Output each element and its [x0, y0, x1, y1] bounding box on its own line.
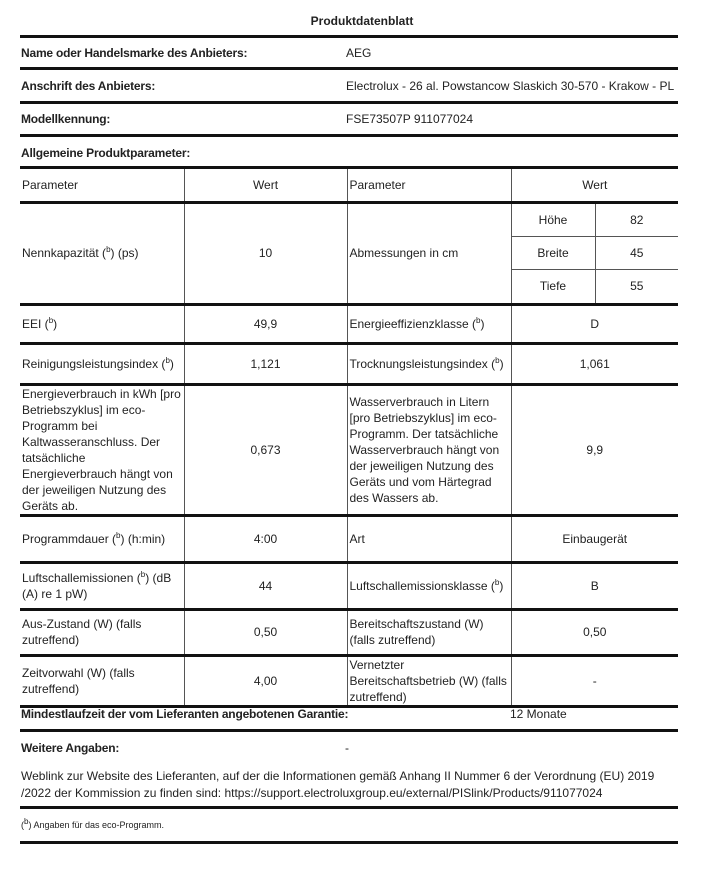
param-cell: Luftschallemissionen ($^b$) (dB (A) re 1 pW)	[20, 562, 184, 609]
value-cell: B	[511, 562, 678, 609]
param-suffix: (dB (A) re 1 pW)	[22, 570, 172, 601]
footnote-marker: b	[24, 817, 29, 826]
param-cell: Energieeffizienzklasse ($^b$)	[347, 304, 511, 343]
divider	[20, 806, 678, 809]
table-row	[20, 343, 678, 384]
dim-label: Tiefe	[512, 270, 596, 303]
value-cell: D	[511, 304, 678, 343]
divider	[20, 134, 678, 137]
param-text: Energieeffizienzklasse	[349, 316, 469, 331]
header-value: Wert	[511, 169, 678, 202]
param-cell: Wasserverbrauch in Litern [pro Betriebszyklus] im eco-Programm. Der tatsächliche Wasserverbrauch hängt von der jeweiligen Nutzung des Geräts und vom Härtegrad des Wassers ab.	[347, 384, 511, 515]
param-cell: Programmdauer ($^b$) (h:min)	[20, 515, 184, 562]
footnote-text: Angaben für das eco-Programm.	[31, 820, 165, 830]
footnote-marker: b	[165, 355, 170, 365]
param-cell: Vernetzter Bereitschaftsbetrieb (W) (falls zutreffend)	[347, 655, 511, 706]
table-row	[20, 562, 678, 609]
param-cell: Aus-Zustand (W) (falls zutreffend)	[20, 609, 184, 655]
param-cell: Energieverbrauch in kWh [pro Betriebszyklus] im eco-Programm bei Kaltwasseranschluss. Der tatsächliche Energieverbrauch hängt von der jeweiligen Nutzung des Geräts ab.	[20, 384, 184, 515]
header-parameter: Parameter	[347, 169, 511, 202]
value-cell: 44	[184, 562, 347, 609]
param-text: Trocknungsleistungsindex	[349, 356, 488, 371]
footnote-marker: b	[476, 315, 481, 325]
model-label: Modellkennung:	[21, 112, 111, 126]
general-params-label: Allgemeine Produktparameter:	[21, 146, 191, 160]
footnote-marker: b	[140, 569, 146, 579]
table-row	[20, 384, 678, 515]
value-cell: -	[511, 655, 678, 706]
dim-label: Höhe	[512, 204, 596, 237]
supplier-address-label: Anschrift des Anbieters:	[21, 79, 156, 93]
table-row	[20, 655, 678, 706]
footnote-marker: b	[116, 530, 121, 540]
table-row	[20, 304, 678, 343]
model-value: FSE73507P 911077024	[346, 112, 474, 126]
param-text: EEI	[22, 316, 42, 331]
warranty-value: 12 Monate	[510, 707, 567, 721]
param-text: Luftschallemissionsklasse	[349, 578, 488, 593]
dimensions-cell	[511, 202, 678, 304]
param-cell: Abmessungen in cm	[347, 202, 511, 304]
further-info-value: -	[345, 741, 349, 755]
table-header-row	[20, 169, 678, 202]
dim-value: 82	[596, 204, 679, 237]
header-value: Wert	[184, 169, 347, 202]
supplier-name-value: AEG	[346, 46, 372, 60]
divider	[20, 101, 678, 104]
param-text: Nennkapazität	[22, 246, 99, 260]
param-suffix: (h:min)	[124, 531, 166, 546]
value-cell: 9,9	[511, 384, 678, 515]
param-cell: Art	[347, 515, 511, 562]
param-text: Programmdauer	[22, 531, 109, 546]
param-cell: Reinigungsleistungsindex ($^b$)	[20, 343, 184, 384]
param-cell: Nennkapazität ($^b$) (ps)	[20, 202, 184, 304]
further-info-label: Weitere Angaben:	[21, 741, 120, 755]
supplier-name-label: Name oder Handelsmarke des Anbieters:	[21, 46, 248, 60]
table-row	[20, 202, 678, 304]
weblink-text: Weblink zur Website des Lieferanten, auf der die Informationen gemäß Anhang II Nummer 6 der Verordnung (EU) 2019 /2022 der Kommission zu finden sind: https://support.electroluxgroup.eu/external/PISlink/Products/911077024	[21, 769, 655, 800]
divider	[20, 729, 678, 732]
value-cell: 0,673	[184, 384, 347, 515]
footnote-marker: b	[495, 355, 500, 365]
warranty-label: Mindestlaufzeit der vom Lieferanten angebotenen Garantie:	[21, 707, 349, 721]
divider	[20, 35, 678, 38]
param-text: Luftschallemissionen	[22, 570, 134, 585]
supplier-address-value: Electrolux - 26 al. Powstancow Slaskich 30-570 - Krakow - PL	[346, 79, 675, 93]
footnote-marker: b	[494, 577, 500, 587]
param-cell: Trocknungsleistungsindex ($^b$)	[347, 343, 511, 384]
footnote: ($^b$) Angaben für das eco-Programm.	[21, 817, 165, 830]
value-cell: 0,50	[511, 609, 678, 655]
dim-value: 45	[596, 237, 679, 270]
value-cell: 1,121	[184, 343, 347, 384]
parameters-table	[20, 169, 678, 708]
param-cell: Bereitschaftszustand (W) (falls zutreffend)	[347, 609, 511, 655]
table-row	[20, 515, 678, 562]
param-suffix: (ps)	[114, 246, 139, 260]
value-cell: 0,50	[184, 609, 347, 655]
value-cell: 4:00	[184, 515, 347, 562]
divider	[20, 67, 678, 70]
dim-label: Breite	[512, 237, 596, 270]
table-row	[20, 609, 678, 655]
footnote-marker: b	[48, 315, 54, 325]
param-text: Reinigungsleistungsindex	[22, 356, 159, 371]
document-title: Produktdatenblatt	[310, 14, 414, 28]
value-cell: 1,061	[511, 343, 678, 384]
footnote-marker: b	[106, 245, 111, 254]
param-cell: Zeitvorwahl (W) (falls zutreffend)	[20, 655, 184, 706]
value-cell: Einbaugerät	[511, 515, 678, 562]
divider	[20, 841, 678, 844]
value-cell: 4,00	[184, 655, 347, 706]
header-parameter: Parameter	[20, 169, 184, 202]
value-cell: 10	[184, 202, 347, 304]
param-cell: Luftschallemissionsklasse ($^b$)	[347, 562, 511, 609]
value-cell: 49,9	[184, 304, 347, 343]
param-cell: EEI ($^b$)	[20, 304, 184, 343]
dim-value: 55	[630, 279, 644, 293]
dimensions-subtable	[512, 204, 679, 303]
